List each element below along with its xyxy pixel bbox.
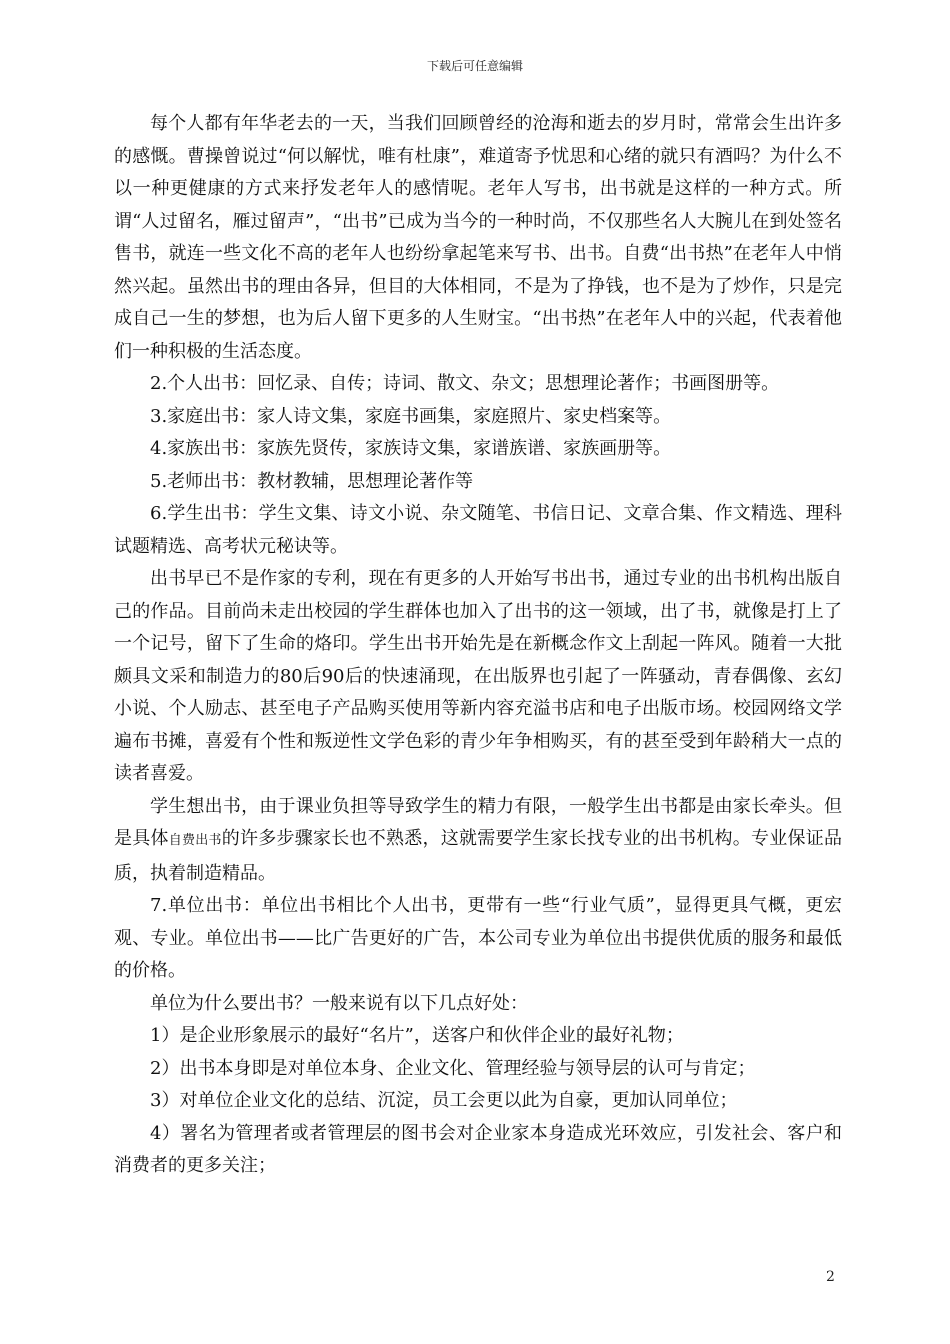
list-item-student-publishing: 6.学生出书：学生文集、诗文小说、杂文随笔、书信日记、文章合集、作文精选、理科试题精选、高考状元秘诀等。 — [114, 503, 842, 557]
benefit-item-1: 1）是企业形象展示的最好“名片”，送客户和伙伴企业的最好礼物； — [150, 1025, 684, 1046]
list-item-organization-publishing: 7.单位出书：单位出书相比个人出书，更带有一些“行业气质”，显得更具气概，更宏观、专业。单位出书——比广告更好的广告，本公司专业为单位出书提供优质的服务和最低的价格。 — [114, 895, 842, 981]
document-body — [114, 108, 842, 1183]
list-item-family-publishing: 3.家庭出书：家人诗文集，家庭书画集，家庭照片、家史档案等。 — [150, 405, 672, 427]
header-note: 下载后可任意编辑 — [426, 59, 523, 73]
paragraph-benefits-intro: 单位为什么要出书？一般来说有以下几点好处： — [150, 992, 528, 1014]
paragraph-parents-text-end: 的许多步骤家长也不熟悉，这就需要学生家长找专业的出书机构。专业保证品质，执着制造精品。 — [114, 828, 842, 884]
benefit-item-4: 4）署名为管理者或者管理层的图书会对企业家本身造成光环效应，引发社会、客户和消费者的更多关注； — [114, 1122, 842, 1176]
paragraph-parents-text-start: 学生想出书，由于课业负担等导致学生的精力有限，一般学生出书都是由家长牵头。但是具体 — [114, 795, 842, 849]
self-publishing-term: 自费出书 — [168, 833, 222, 848]
benefit-item-3: 3）对单位企业文化的总结、沉淀，员工会更以此为自豪，更加认同单位； — [150, 1090, 738, 1111]
paragraph-student-authors: 出书早已不是作家的专利，现在有更多的人开始写书出书，通过专业的出书机构出版自己的作品。目前尚未走出校园的学生群体也加入了出书的这一领域，出了书，就像是打上了一个记号，留下了生命的烙印。学生出书开始先是在新概念作文上刮起一阵风。随着一大批颇具文采和制造力的80后90后的快速涌现，在出版界也引起了一阵骚动，青春偶像、玄幻小说、个人励志、甚至电子产品购买使用等新内容充溢书店和电子出版市场。校园网络文学遍布书摊，喜爱有个性和叛逆性文学色彩的青少年争相购买，有的甚至受到年龄稍大一点的读者喜爱。 — [114, 568, 842, 784]
page-number: 2 — [826, 1269, 835, 1285]
list-item-teacher-publishing: 5.老师出书：教材教辅，思想理论著作等 — [150, 470, 474, 492]
paragraph-elderly-publishing: 每个人都有年华老去的一天，当我们回顾曾经的沧海和逝去的岁月时，常常会生出许多的感慨。曹操曾说过“何以解忧，唯有杜康”，难道寄予忧思和心绪的就只有酒吗？为什么不以一种更健康的方式来抒发老年人的感情呢。老年人写书，出书就是这样的一种方式。所谓“人过留名，雁过留声”，“出书”已成为当今的一种时尚，不仅那些名人大腕儿在到处签名售书，就连一些文化不高的老年人也纷纷拿起笔来写书、出书。自费“出书热”在老年人中悄然兴起。虽然出书的理由各异，但目的大体相同，不是为了挣钱，也不是为了炒作，只是完成自己一生的梦想，也为后人留下更多的人生财宝。“出书热”在老年人中的兴起，代表着他们一种积极的生活态度。 — [114, 113, 842, 362]
list-item-clan-publishing: 4.家族出书：家族先贤传，家族诗文集，家谱族谱、家族画册等。 — [150, 438, 672, 459]
paragraph-parents-guidance — [114, 791, 842, 891]
list-item-personal-publishing: 2.个人出书：回忆录、自传；诗词、散文、杂文；思想理论著作；书画图册等。 — [150, 373, 780, 394]
benefit-item-2: 2）出书本身即是对单位本身、企业文化、管理经验与领导层的认可与肯定； — [150, 1057, 756, 1079]
